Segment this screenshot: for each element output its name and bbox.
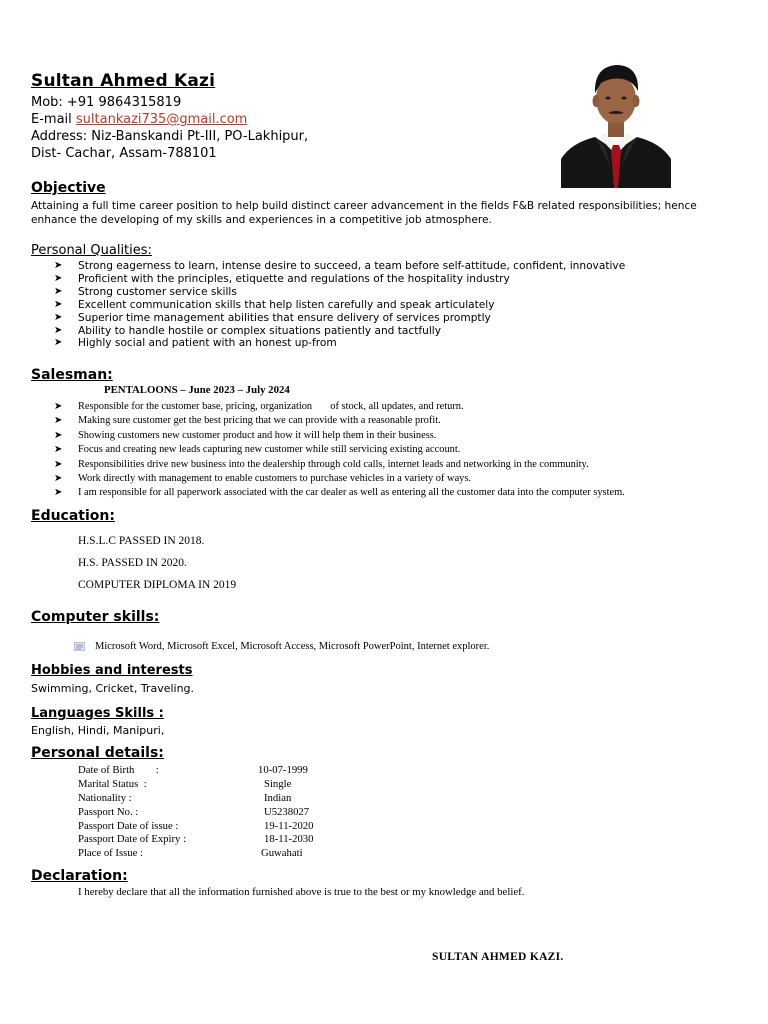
detail-value: 19-11-2020	[264, 819, 314, 832]
hobbies-text: Swimming, Cricket, Traveling.	[31, 682, 195, 695]
education-heading: Education:	[31, 508, 115, 524]
list-item-text: Strong customer service skills	[78, 285, 237, 298]
list-item-text: Highly social and patient with an honest up-from	[78, 337, 337, 350]
detail-value: Single	[264, 777, 292, 790]
candidate-name: Sultan Ahmed Kazi	[31, 71, 216, 91]
detail-label: Place of Issue :	[78, 847, 143, 860]
arrow-bullet-icon: ➤	[54, 260, 63, 271]
arrow-bullet-icon: ➤	[54, 311, 63, 323]
languages-heading: Languages Skills :	[31, 706, 164, 721]
email-label: E-mail	[31, 112, 76, 127]
list-item-text: Superior time management abilities that ensure delivery of services promptly	[78, 311, 491, 324]
list-item	[54, 443, 625, 457]
mobile-line: Mob: +91 9864315819	[31, 95, 182, 110]
list-item	[54, 325, 625, 338]
list-item	[54, 458, 625, 472]
computer-skills-text: Microsoft Word, Microsoft Excel, Microsoft Access, Microsoft PowerPoint, Internet explorer.	[95, 641, 490, 652]
arrow-bullet-icon: ➤	[54, 285, 63, 297]
list-item-text: Showing customers new customer product and how it will help them in their business.	[78, 429, 437, 441]
detail-value: U5238027	[264, 805, 310, 818]
list-item	[54, 260, 625, 273]
list-item-text: Strong eagerness to learn, intense desire to succeed, a team before self-attitude, confident, innovative	[78, 260, 626, 272]
declaration-heading: Declaration:	[31, 868, 128, 884]
detail-label: Passport Date of Expiry :	[78, 833, 187, 846]
computer-skills-item	[74, 641, 489, 652]
address-line-2: Dist- Cachar, Assam-788101	[31, 146, 217, 161]
list-item	[54, 486, 625, 500]
list-item	[54, 312, 625, 325]
arrow-bullet-icon: ➤	[54, 272, 63, 284]
list-item-text: Making sure customer get the best pricing that we can provide with a reasonable profit.	[78, 415, 441, 427]
arrow-bullet-icon: ➤	[54, 429, 63, 441]
declaration-text: I hereby declare that all the information furnished above is true to the best or my knowledge and belief.	[78, 886, 525, 898]
profile-photo-illustration	[561, 51, 671, 188]
hobbies-heading: Hobbies and interests	[31, 663, 193, 678]
arrow-bullet-icon: ➤	[54, 298, 63, 310]
list-item	[54, 286, 625, 299]
detail-value: Guwahati	[261, 847, 303, 860]
objective-text: Attaining a full time career position to help build distinct career advancement in the fields F&B related responsibilities; hence enhance the developing of my skills and experiences in a competitive job atmosphere.	[31, 200, 697, 226]
arrow-bullet-icon: ➤	[54, 473, 63, 485]
education-item: H.S. PASSED IN 2020.	[78, 557, 187, 569]
list-item-text: Responsible for the customer base, pricing, organization of stock, all updates, and return.	[78, 401, 464, 412]
list-item	[54, 429, 625, 443]
arrow-bullet-icon: ➤	[54, 458, 63, 470]
salesman-duties-list	[54, 400, 625, 501]
arrow-bullet-icon: ➤	[54, 444, 63, 456]
list-item	[54, 273, 625, 286]
detail-label: Nationality :	[78, 791, 132, 804]
list-item-text: Focus and creating new leads capturing new customer while still servicing existing account.	[78, 444, 461, 456]
email-line	[31, 112, 247, 127]
address-line-1: Address: Niz-Banskandi Pt-III, PO-Lakhipur,	[31, 129, 309, 144]
detail-value: Indian	[264, 791, 292, 804]
detail-label: Marital Status :	[78, 777, 147, 790]
languages-text: English, Hindi, Manipuri,	[31, 724, 165, 737]
arrow-bullet-icon: ➤	[54, 415, 63, 427]
personal-details-heading: Personal details:	[31, 745, 164, 761]
list-item-text: Responsibilities drive new business into the dealership through cold calls, internet leads and networking in the community.	[78, 458, 589, 470]
list-item	[54, 472, 625, 486]
list-item-text: Proficient with the principles, etiquette and regulations of the hospitality industry	[78, 272, 510, 285]
objective-heading: Objective	[31, 180, 106, 196]
list-item-text: I am responsible for all paperwork associated with the car dealer as well as entering all the customer data into the computer system.	[78, 487, 625, 499]
personal-qualities-heading: Personal Qualities:	[31, 243, 152, 258]
arrow-bullet-icon: ➤	[54, 337, 63, 349]
list-item	[54, 299, 625, 312]
detail-value: 18-11-2030	[264, 833, 314, 846]
list-bullet-icon	[74, 642, 85, 651]
list-item-text: Work directly with management to enable customers to purchase vehicles in a variety of ways.	[78, 473, 472, 485]
list-item-text: Ability to handle hostile or complex situations patiently and tactfully	[78, 324, 441, 337]
list-item	[54, 337, 625, 350]
detail-label: Passport Date of issue :	[78, 819, 179, 832]
signature-name: SULTAN AHMED KAZI.	[432, 951, 564, 963]
profile-photo	[561, 51, 671, 188]
salesman-heading: Salesman:	[31, 367, 113, 383]
email-link[interactable]: sultankazi735@gmail.com	[75, 112, 248, 127]
list-item	[54, 400, 625, 414]
computer-skills-heading: Computer skills:	[31, 609, 160, 625]
list-item-text: Excellent communication skills that help listen carefully and speak articulately	[78, 298, 495, 311]
detail-label: Passport No. :	[78, 805, 139, 818]
arrow-bullet-icon: ➤	[54, 401, 63, 412]
job-title: PENTALOONS – June 2023 – July 2024	[104, 384, 290, 396]
detail-label: Date of Birth :	[78, 764, 159, 776]
education-item: COMPUTER DIPLOMA IN 2019	[78, 579, 237, 591]
detail-value: 10-07-1999	[258, 764, 308, 776]
arrow-bullet-icon: ➤	[54, 487, 63, 499]
personal-qualities-list	[54, 260, 625, 350]
arrow-bullet-icon: ➤	[54, 324, 63, 336]
list-item	[54, 414, 625, 428]
education-item: H.S.L.C PASSED IN 2018.	[78, 535, 205, 547]
